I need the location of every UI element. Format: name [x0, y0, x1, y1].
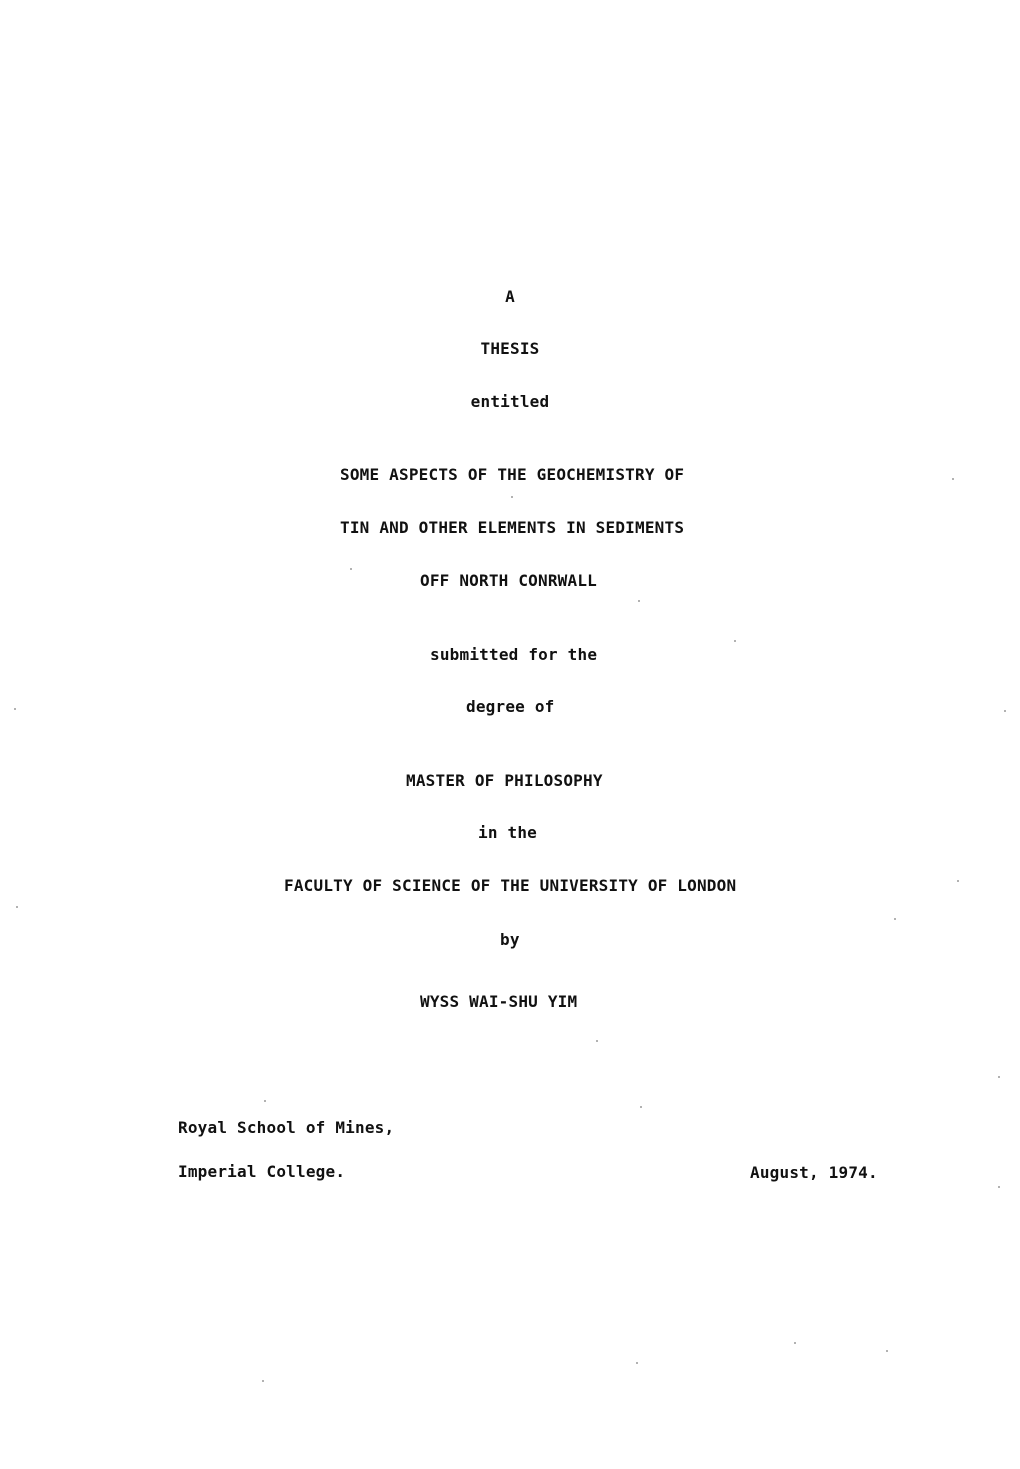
- scan-speck: [511, 496, 513, 498]
- title-line-1: SOME ASPECTS OF THE GEOCHEMISTRY OF: [340, 465, 685, 484]
- scan-speck: [14, 708, 16, 710]
- institution-line-1: Royal School of Mines,: [178, 1118, 395, 1137]
- scan-speck: [998, 1076, 1000, 1078]
- scan-speck: [262, 1380, 264, 1382]
- thesis-label: THESIS: [480, 339, 540, 358]
- scan-speck: [350, 568, 352, 570]
- scan-speck: [957, 880, 959, 882]
- faculty-line: FACULTY OF SCIENCE OF THE UNIVERSITY OF LONDON: [284, 876, 737, 895]
- in-the-label: in the: [478, 823, 537, 842]
- submission-date: August, 1974.: [750, 1163, 878, 1182]
- article-a: A: [505, 287, 515, 306]
- author-name: WYSS WAI-SHU YIM: [420, 992, 578, 1011]
- scan-speck: [734, 640, 736, 642]
- scan-speck: [638, 600, 640, 602]
- scan-speck: [16, 906, 18, 908]
- title-line-2: TIN AND OTHER ELEMENTS IN SEDIMENTS: [340, 518, 685, 537]
- title-line-3: OFF NORTH CONRWALL: [420, 571, 597, 590]
- scan-speck: [636, 1362, 638, 1364]
- scan-speck: [596, 1040, 598, 1042]
- scan-speck: [998, 1186, 1000, 1188]
- degree-of-label: degree of: [466, 697, 555, 716]
- by-label: by: [500, 930, 520, 949]
- entitled-label: entitled: [470, 392, 550, 411]
- scan-speck: [1004, 710, 1006, 712]
- scan-speck: [264, 1100, 266, 1102]
- scan-speck: [886, 1350, 888, 1352]
- scan-speck: [794, 1342, 796, 1344]
- scan-speck: [952, 478, 954, 480]
- scan-speck: [640, 1106, 642, 1108]
- submitted-for-label: submitted for the: [430, 645, 598, 664]
- degree-name: MASTER OF PHILOSOPHY: [406, 771, 603, 790]
- scan-speck: [894, 918, 896, 920]
- institution-line-2: Imperial College.: [178, 1162, 346, 1181]
